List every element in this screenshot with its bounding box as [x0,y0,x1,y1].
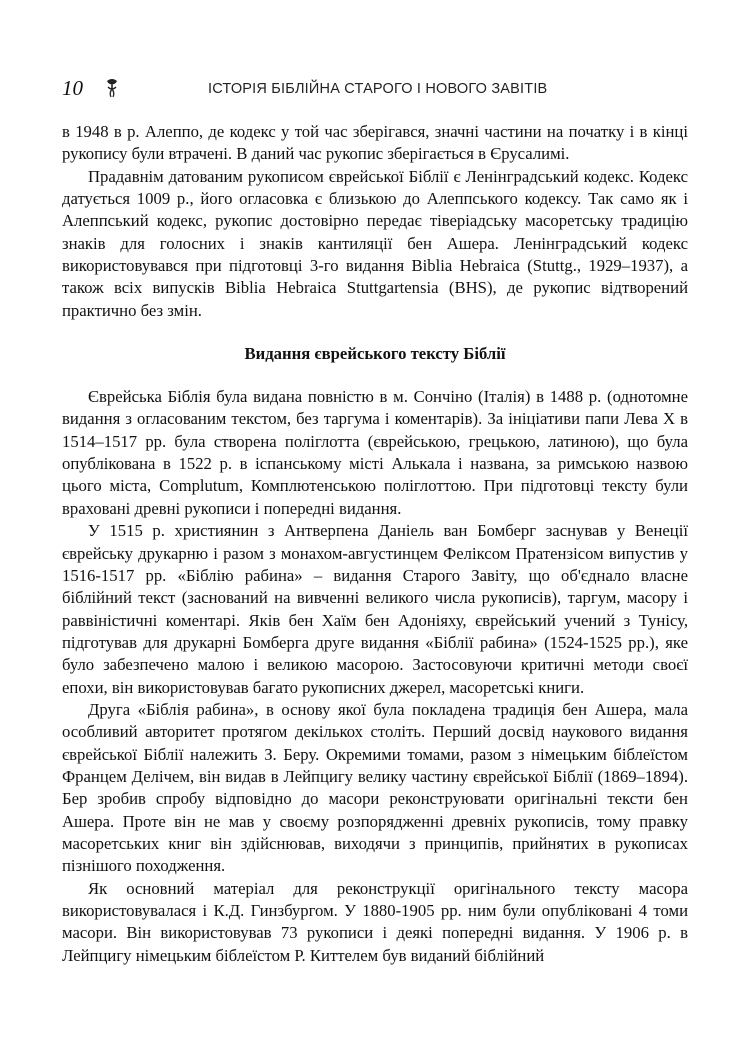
page-header [62,74,688,104]
flower-ornament-icon [104,78,120,98]
paragraph: Як основний матеріал для реконструкції оригінального тексту масора використовувалася і К.Д. Гинзбургом. У 1880-1905 рр. ним були опубліковані 4 томи масори. Він використовував 73 рукописи і деякі попередні видання. У 1906 р. в Лейпцигу німецьким біблеїстом Р. Киттелем був виданий біблійний [62,878,688,965]
page-body [62,121,688,967]
paragraph: У 1515 р. християнин з Антверпена Даніель ван Бомберг заснував у Венеції єврейську друкарню і разом з монахом-августинцем Феліксом Пратензісом випустив у 1516-1517 рр. «Біблію рабина» – видання Старого Завіту, що об'єднало власне біблійний текст (заснований на вивченні великого числа рукописів), таргум, масору і раввіністичні коментарі. Яків бен Хаїм бен Адоніяху, єврейський учений з Тунісу, підготував для друкарні Бомберга друге видання «Біблії рабина» (1524-1525 рр.), яке було забезпечено малою і великою масорою. Застосовуючи критичні методи своєї епохи, він використовував багато рукописних джерел, масоретські книги. [62,521,688,697]
paragraph: в 1948 в р. Алеппо, де кодекс у той час зберігався, значні частини на початку і в кінці рукопису були втрачені. В даний час рукопис зберігається в Єрусалимі. [62,122,688,164]
page-number: 10 [62,76,83,100]
paragraph: Єврейська Біблія була видана повністю в м. Сончіно (Італія) в 1488 р. (однотомне видання з огласованим текстом, без таргума і коментарів). За ініціативи папи Лева Х в 1514–1517 рр. була створена поліглотта (єврейською, грецькою, латиною), що була опублікована в 1522 р. в іспанському місті Алькала і названа, за римською назвою цього міста, Complutum, Комплютенською поліглоттою. При підготовці тексту були враховані древні рукописи і попередні видання. [62,387,688,518]
paragraph: Друга «Біблія рабина», в основу якої була покладена традиція бен Ашера, мала особливий авторитет протягом декількох століть. Перший досвід наукового видання єврейської Біблії належить З. Беру. Окремими томами, разом з німецьким біблеїстом Францем Делічем, він видав в Лейпцигу велику частину єврейської Біблії (1869–1894). Бер зробив спробу відповідно до масори реконструювати оригінальні тексти бен Ашера. Проте він не мав у своєму розпорядженні древніх рукописів, тому правку масоретських книг він здійснював, виходячи з принципів, прийнятих в рукописах пізнішого походження. [62,699,688,876]
running-title: ІСТОРІЯ БІБЛІЙНА СТАРОГО І НОВОГО ЗАВІТІВ [208,81,548,97]
section-title: Видання єврейського тексту Біблії [244,344,506,364]
paragraph: Прадавнім датованим рукописом єврейської Біблії є Ленінградський кодекс. Кодекс датується 1009 р., його огласовка є близькою до Алеппського кодексу. Так само як і Алеппський кодекс, рукопис достовірно передає тіверіадську масоретську традицію знаків для голосних і знаків кантиляції бен Ашера. Ленінградський кодекс використовувався при підготовці 3-го видання Biblia Hebraica (Stuttg., 1929–1937), а також всіх випусків Biblia Hebraica Stuttgartensia (BHS), де рукопис відтворений практично без змін. [62,166,688,320]
